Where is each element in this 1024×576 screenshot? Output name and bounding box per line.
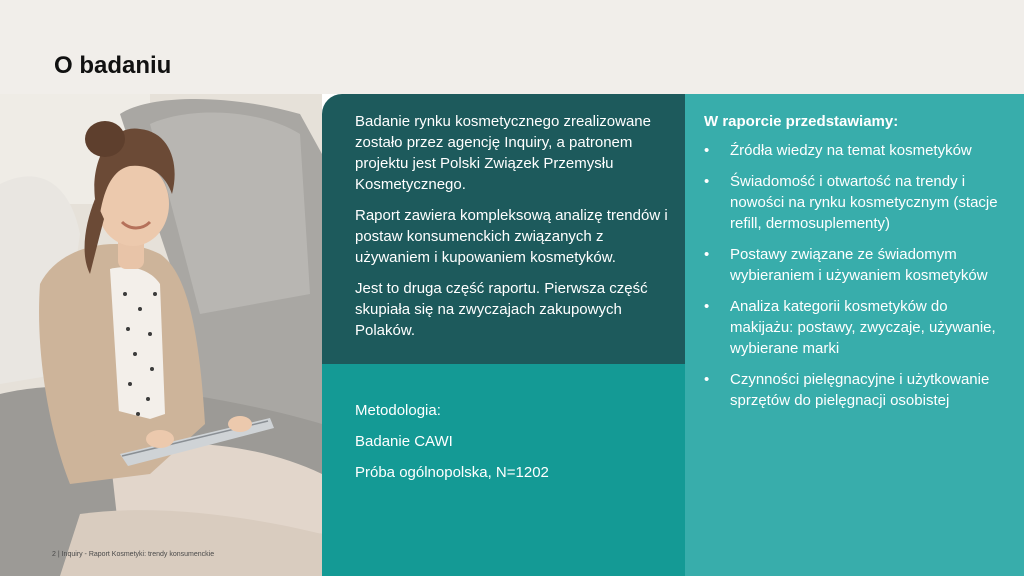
intro-paragraph: Jest to druga część raportu. Pierwsza część skupiała się na zwyczajach zakupowych Polaków. [355,280,648,339]
list-item-text: Analiza kategorii kosmetyków do makijażu: postawy, zwyczaje, używanie, wybierane marki [730,298,996,357]
methodology-sample: Próba ogólnopolska, N=1202 [355,464,549,481]
bullet-icon: • [704,246,710,263]
list-item [704,369,1004,411]
woman-with-tablet-photo [0,94,322,576]
list-item-text: Źródła wiedzy na temat kosmetyków [730,142,972,159]
methodology-method: Badanie CAWI [355,433,453,450]
list-item [704,296,1004,359]
bullet-icon: • [704,173,710,190]
list-item [704,244,1004,286]
bullet-icon: • [704,298,710,315]
bullet-icon: • [704,142,710,159]
page-title: O badaniu [54,52,172,79]
list-item-text: Świadomość i otwartość na trendy i nowości na rynku kosmetycznym (stacje refill, dermosuplementy) [730,173,998,232]
list-item [704,140,1004,161]
report-list [704,140,1004,411]
page-footer: 2 | Inquiry - Raport Kosmetyki: trendy konsumenckie [52,551,215,558]
list-item-text: Postawy związane ze świadomym wybieraniem i używaniem kosmetyków [730,246,988,284]
intro-text [355,111,670,351]
list-item [704,171,1004,234]
report-contents [704,111,1004,421]
bullet-icon: • [704,371,710,388]
intro-paragraph: Badanie rynku kosmetycznego zrealizowane zostało przez agencję Inquiry, a patronem projektu jest Polski Związek Przemysłu Kosmetycznego. [355,113,651,193]
list-item-text: Czynności pielęgnacyjne i użytkowanie sprzętów do pielęgnacji osobistej [730,371,990,409]
report-heading: W raporcie przedstawiamy: [704,113,899,130]
methodology-text [355,400,670,493]
methodology-label: Metodologia: [355,402,441,419]
intro-paragraph: Raport zawiera kompleksową analizę trendów i postaw konsumenckich związanych z używaniem i kupowaniem kosmetyków. [355,207,668,266]
